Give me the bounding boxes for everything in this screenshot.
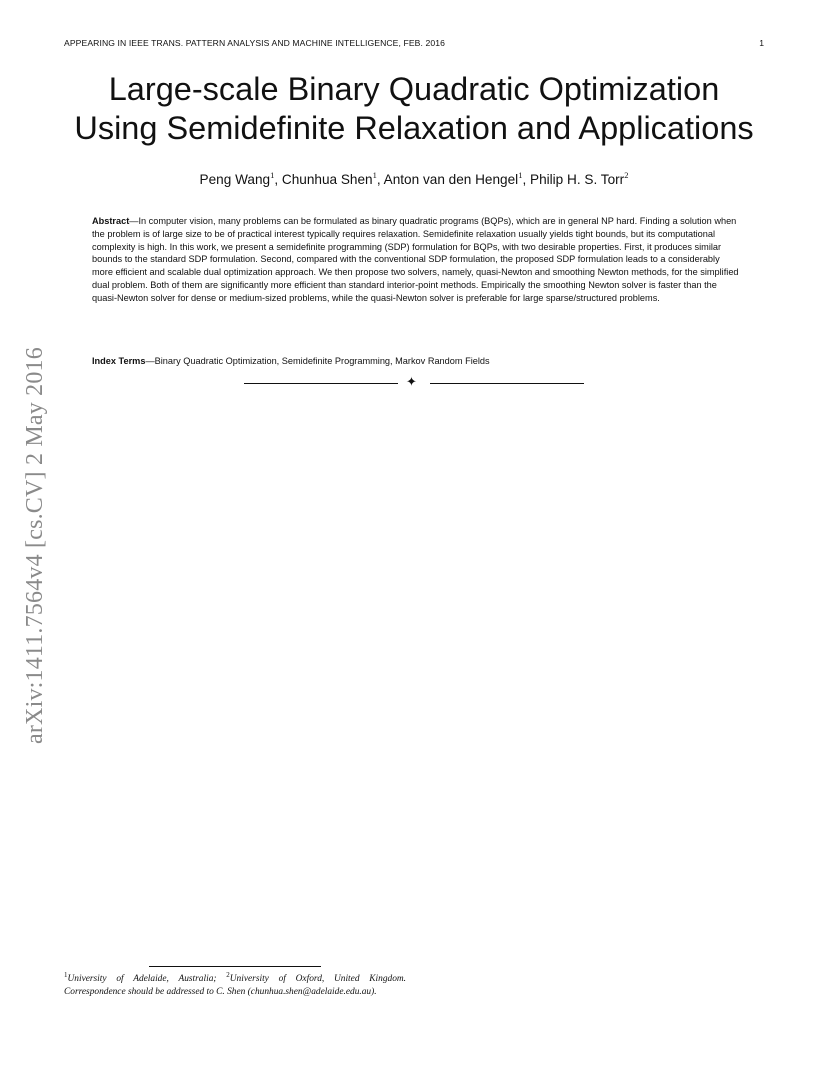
section-divider-right [430,383,584,384]
footnote-affiliation-1: University of Adelaide, Australia; [67,974,217,984]
affiliation-footnote [64,973,406,999]
author-name: Anton van den Hengel [383,172,519,187]
paper-title [40,70,788,148]
author-affiliation-mark: 1 [270,170,275,180]
author-affiliation-mark: 1 [518,170,523,180]
divider-star-icon: ✦ [406,375,417,390]
abstract-label: Abstract [92,216,130,226]
footnote-mark: 2 [226,971,230,979]
abstract [92,215,740,305]
section-divider-left [244,383,398,384]
index-terms-label: Index Terms [92,356,146,366]
author-name: Philip H. S. Torr [530,172,625,187]
footnote-mark: 1 [64,971,68,979]
arxiv-identifier-stamp: arXiv:1411.7564v4 [cs.CV] 2 May 2016 [22,347,48,744]
author-affiliation-mark: 2 [624,170,629,180]
title-line-2: Using Semidefinite Relaxation and Applications [74,110,754,146]
index-terms [92,355,740,368]
title-line-1: Large-scale Binary Quadratic Optimization [108,71,720,107]
footnote-affiliation-2: University of Oxford, United Kingdom. Correspondence should be addressed to C. Shen (chunhua.shen@adelaide.edu.au). [64,974,406,997]
abstract-text: —In computer vision, many problems can be formulated as binary quadratic programs (BQPs), which are in general NP hard. Finding a solution when the problem is of large size to be of practical interest typically requires relaxation. Semidefinite relaxation usually yields tight bounds, but its computational complexity is high. In this work, we present a semidefinite programming (SDP) formulation for BQPs, with two desirable properties. First, it produces similar bounds to the standard SDP formulation. Second, compared with the conventional SDP formulation, the proposed SDP formulation leads to a considerably more efficient and scalable dual optimization approach. We then propose two solvers, namely, quasi-Newton and smoothing Newton methods, for the simplified dual problem. Both of them are significantly more efficient than standard interior-point methods. Empirically the smoothing Newton solver is faster than the quasi-Newton solver for dense or medium-sized problems, while the quasi-Newton solver is preferable for large sparse/structured problems. [92,216,739,303]
author-name: Peng Wang [199,172,271,187]
author-list: Peng Wang$^1$, Chunhua Shen$^1$, Anton van den Hengel$^1$, Philip H. S. Torr$^2$ [199,170,629,187]
author-affiliation-mark: 1 [372,170,377,180]
index-terms-text: —Binary Quadratic Optimization, Semidefinite Programming, Markov Random Fields [145,356,490,366]
page-number: 1 [759,38,764,48]
running-header: APPEARING IN IEEE TRANS. PATTERN ANALYSIS AND MACHINE INTELLIGENCE, FEB. 2016 [64,38,445,48]
author-name: Chunhua Shen [281,172,373,187]
footnote-rule [149,966,321,967]
